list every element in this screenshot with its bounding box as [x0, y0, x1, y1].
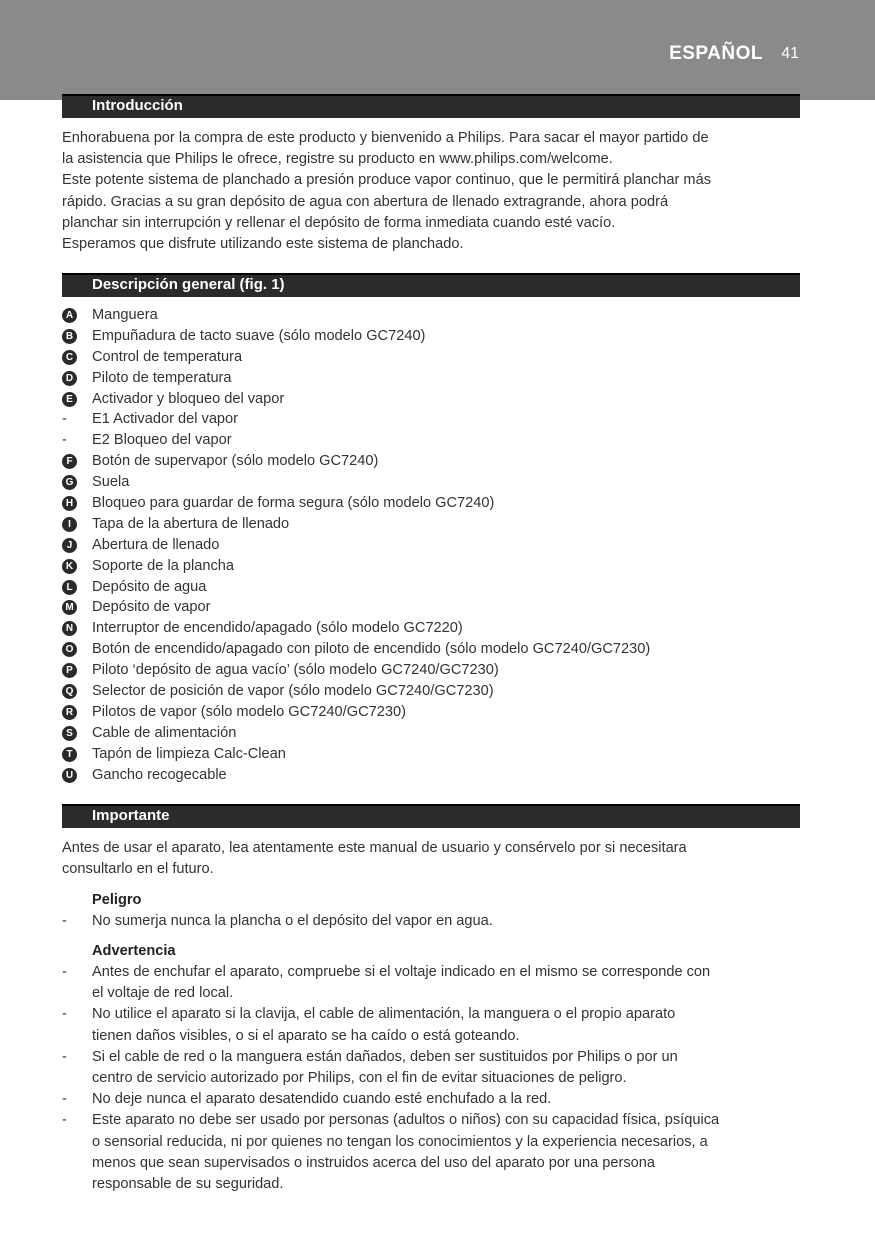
- bullet-line: No sumerja nunca la plancha o el depósito del vapor en agua.: [92, 913, 493, 929]
- bullet-item: [62, 1110, 800, 1195]
- bullet-item: [62, 1004, 800, 1046]
- list-item: [62, 347, 800, 368]
- text-line: consultarlo en el futuro.: [62, 861, 214, 878]
- dash-marker: -: [62, 1048, 67, 1065]
- bullet-line: o sensorial reducida, ni por quienes no tengan los conocimientos y la experiencia necesarios, a: [92, 1133, 708, 1150]
- list-item-text: Botón de supervapor (sólo modelo GC7240): [92, 453, 379, 470]
- list-item: [62, 577, 800, 598]
- letter-badge: A: [62, 308, 77, 323]
- section-heading-important: Importante: [62, 804, 800, 828]
- list-item: [62, 639, 800, 660]
- dash-marker: -: [62, 964, 67, 980]
- list-item-text: Interruptor de encendido/apagado (sólo modelo GC7220): [92, 620, 463, 637]
- text-line: la asistencia que Philips le ofrece, registre su producto en www.philips.com/welcome.: [62, 151, 613, 168]
- bullet-line: el voltaje de red local.: [92, 985, 234, 1002]
- list-item: [62, 326, 800, 347]
- list-item: [62, 451, 800, 472]
- list-item: [62, 409, 800, 430]
- letter-badge: T: [62, 747, 77, 762]
- list-item: [62, 389, 800, 410]
- list-item-text: E1 Activador del vapor: [92, 411, 239, 428]
- list-item-text: Piloto de temperatura: [92, 369, 232, 386]
- important-intro: [62, 838, 782, 880]
- danger-title: Peligro: [92, 892, 142, 908]
- letter-badge: S: [62, 726, 77, 741]
- bullet-item: [62, 911, 800, 932]
- letter-badge: J: [62, 538, 77, 553]
- list-item: [62, 744, 800, 765]
- list-item: [62, 514, 800, 535]
- list-item: [62, 472, 800, 493]
- list-item-text: E2 Bloqueo del vapor: [92, 432, 232, 449]
- letter-badge: M: [62, 600, 77, 615]
- text-line: rápido. Gracias a su gran depósito de agua con abertura de llenado extragrande, ahora podrá: [62, 193, 669, 210]
- list-item: [62, 765, 800, 786]
- list-item: [62, 597, 800, 618]
- list-item-text: Abertura de llenado: [92, 536, 220, 553]
- letter-badge: G: [62, 475, 77, 490]
- letter-badge: N: [62, 621, 77, 636]
- bullet-line: responsable de su seguridad.: [92, 1176, 284, 1193]
- warning-heading: [92, 941, 812, 962]
- bullet-line: tienen daños visibles, o si el aparato se ha caído o está goteando.: [92, 1027, 520, 1044]
- language-label: ESPAÑOL: [669, 43, 763, 64]
- bullet-line: Antes de enchufar el aparato, compruebe si el voltaje indicado en el mismo se corresponde con: [92, 964, 711, 980]
- danger-list: [62, 911, 800, 932]
- bullet-line: Si el cable de red o la manguera están dañados, deben ser sustituidos por Philips o por un: [92, 1048, 678, 1065]
- list-item: [62, 723, 800, 744]
- list-item: [62, 660, 800, 681]
- list-item: [62, 430, 800, 451]
- letter-badge: O: [62, 642, 77, 657]
- list-item: [62, 368, 800, 389]
- list-item-text: Soporte de la plancha: [92, 557, 234, 574]
- letter-badge: K: [62, 559, 77, 574]
- list-item-text: Empuñadura de tacto suave (sólo modelo GC7240): [92, 327, 426, 344]
- warning-title: Advertencia: [92, 943, 176, 959]
- letter-badge: R: [62, 705, 77, 720]
- list-item: [62, 556, 800, 577]
- dash-marker: -: [62, 432, 67, 449]
- letter-badge: C: [62, 350, 77, 365]
- bullet-line: Este aparato no debe ser usado por personas (adultos o niños) con su capacidad física, psíquica: [92, 1112, 720, 1129]
- letter-badge: P: [62, 663, 77, 678]
- list-item-text: Bloqueo para guardar de forma segura (sólo modelo GC7240): [92, 495, 495, 512]
- list-item: [62, 681, 800, 702]
- list-item: [62, 618, 800, 639]
- text-line: Este potente sistema de planchado a presión produce vapor continuo, que le permitirá planchar más: [62, 172, 712, 189]
- section-heading-intro: Introducción: [62, 94, 800, 118]
- text-line: Antes de usar el aparato, lea atentamente este manual de usuario y consérvelo por si necesitara: [62, 840, 687, 856]
- list-item: [62, 535, 800, 556]
- letter-badge: F: [62, 454, 77, 469]
- dash-marker: -: [62, 1091, 67, 1108]
- page-number: 41: [781, 45, 799, 62]
- list-item-text: Depósito de agua: [92, 578, 207, 595]
- text-line: planchar sin interrupción y rellenar el depósito de forma inmediata cuando esté vacío.: [62, 214, 616, 231]
- bullet-item: [62, 1089, 800, 1110]
- dash-marker: -: [62, 1006, 67, 1023]
- bullet-line: No deje nunca el aparato desatendido cuando esté enchufado a la red.: [92, 1091, 552, 1108]
- text-line: Enhorabuena por la compra de este producto y bienvenido a Philips. Para sacar el mayor partido de: [62, 130, 709, 146]
- bullet-line: No utilice el aparato si la clavija, el cable de alimentación, la manguera o el propio aparato: [92, 1006, 676, 1023]
- letter-badge: I: [62, 517, 77, 532]
- dash-marker: -: [62, 411, 67, 428]
- list-item: [62, 702, 800, 723]
- letter-badge: L: [62, 580, 77, 595]
- list-item-text: Piloto ‘depósito de agua vacío’ (sólo modelo GC7240/GC7230): [92, 662, 499, 679]
- list-item-text: Suela: [92, 474, 130, 491]
- list-item-text: Manguera: [92, 307, 158, 323]
- list-item-text: Tapa de la abertura de llenado: [92, 515, 290, 532]
- list-item-text: Selector de posición de vapor (sólo modelo GC7240/GC7230): [92, 683, 494, 700]
- list-item-text: Tapón de limpieza Calc-Clean: [92, 745, 286, 762]
- letter-badge: D: [62, 371, 77, 386]
- list-item-text: Botón de encendido/apagado con piloto de encendido (sólo modelo GC7240/GC7230): [92, 641, 651, 658]
- list-item-text: Cable de alimentación: [92, 724, 237, 741]
- letter-badge: E: [62, 392, 77, 407]
- list-item-text: Pilotos de vapor (sólo modelo GC7240/GC7230): [92, 703, 406, 720]
- list-item-text: Activador y bloqueo del vapor: [92, 390, 285, 407]
- bullet-line: centro de servicio autorizado por Philips, con el fin de evitar situaciones de peligro.: [92, 1070, 627, 1087]
- bullet-item: [62, 1047, 800, 1089]
- text-line: Esperamos que disfrute utilizando este sistema de planchado.: [62, 236, 464, 253]
- letter-badge: Q: [62, 684, 77, 699]
- list-item-text: Control de temperatura: [92, 348, 243, 365]
- dash-marker: -: [62, 1112, 67, 1129]
- overview-list: [62, 305, 800, 785]
- letter-badge: U: [62, 768, 77, 783]
- letter-badge: B: [62, 329, 77, 344]
- section-heading-overview: Descripción general (fig. 1): [62, 273, 800, 297]
- warning-list: [62, 962, 800, 1195]
- intro-paragraph: [62, 128, 782, 255]
- list-item-text: Gancho recogecable: [92, 766, 227, 783]
- letter-badge: H: [62, 496, 77, 511]
- danger-heading: [92, 890, 812, 911]
- list-item: [62, 305, 800, 326]
- dash-marker: -: [62, 913, 67, 929]
- bullet-line: menos que sean supervisados o instruidos acerca del uso del aparato por una persona: [92, 1154, 656, 1171]
- list-item: [62, 493, 800, 514]
- bullet-item: [62, 962, 800, 1004]
- list-item-text: Depósito de vapor: [92, 599, 211, 616]
